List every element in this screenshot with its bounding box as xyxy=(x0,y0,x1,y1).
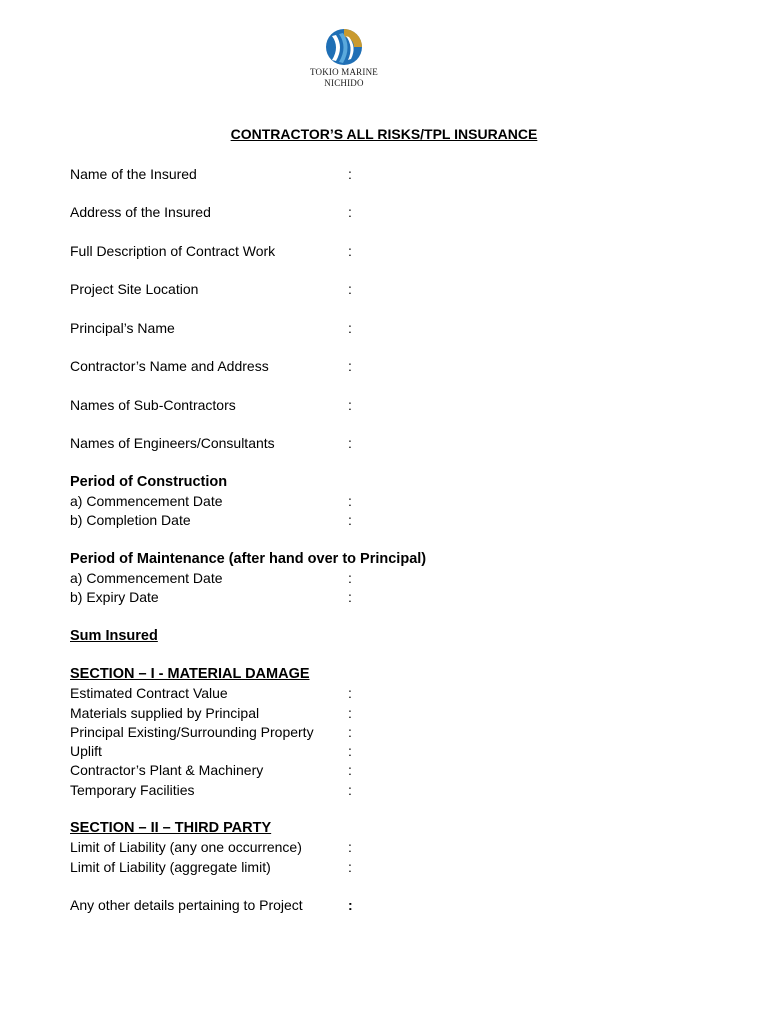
section-2-item xyxy=(70,838,670,857)
field-colon: : xyxy=(348,762,352,778)
field-colon: : xyxy=(348,166,352,182)
maintenance-commencement-date xyxy=(70,569,670,588)
construction-period-heading: Period of Construction xyxy=(70,474,228,490)
construction-commencement-date xyxy=(70,492,670,511)
maintenance-period-heading: Period of Maintenance (after hand over to Principal) xyxy=(70,551,427,567)
maintenance-expiry-date xyxy=(70,588,670,607)
field-colon: : xyxy=(348,512,352,528)
section-1-item xyxy=(70,781,670,800)
field-label: Limit of Liability (any one occurrence) xyxy=(70,839,302,855)
section-1-heading: SECTION – I - MATERIAL DAMAGE xyxy=(70,666,310,682)
field-principal-name xyxy=(70,319,670,338)
field-colon: : xyxy=(348,705,352,721)
field-label: b) Completion Date xyxy=(70,512,191,528)
sum-insured-heading: Sum Insured xyxy=(70,628,158,644)
field-label: Names of Sub-Contractors xyxy=(70,397,236,413)
field-label: b) Expiry Date xyxy=(70,589,159,605)
field-label: a) Commencement Date xyxy=(70,493,223,509)
field-colon: : xyxy=(348,839,352,855)
logo-text-line1: TOKIO MARINE xyxy=(310,67,378,77)
section-1-item xyxy=(70,684,670,703)
section-2-item xyxy=(70,858,670,877)
company-logo xyxy=(306,28,382,90)
document-title: CONTRACTOR’S ALL RISKS/TPL INSURANCE xyxy=(230,126,538,142)
section-1-item xyxy=(70,742,670,761)
field-other-project-details xyxy=(70,896,670,915)
field-engineers-consultants xyxy=(70,434,670,453)
field-contractor-name-address xyxy=(70,357,670,376)
field-address-of-insured xyxy=(70,203,670,222)
field-colon: : xyxy=(348,685,352,701)
field-colon: : xyxy=(348,859,352,875)
field-colon: : xyxy=(348,281,352,297)
field-label: Address of the Insured xyxy=(70,204,211,220)
field-label: Temporary Facilities xyxy=(70,782,195,798)
field-colon: : xyxy=(348,493,352,509)
field-label: Principal’s Name xyxy=(70,320,175,336)
field-label: Name of the Insured xyxy=(70,166,197,182)
field-label: Project Site Location xyxy=(70,281,199,297)
field-colon: : xyxy=(348,358,352,374)
field-project-site-location xyxy=(70,280,670,299)
section-1-item xyxy=(70,723,670,742)
field-label: Contractor’s Plant & Machinery xyxy=(70,762,264,778)
field-label: Full Description of Contract Work xyxy=(70,243,276,259)
field-colon: : xyxy=(348,782,352,798)
field-colon: : xyxy=(348,397,352,413)
logo-emblem-icon xyxy=(324,28,364,66)
field-colon: : xyxy=(348,897,353,913)
field-colon: : xyxy=(348,724,352,740)
field-label: Materials supplied by Principal xyxy=(70,705,260,721)
construction-completion-date xyxy=(70,511,670,530)
field-label: Any other details pertaining to Project xyxy=(70,897,303,913)
logo-text-line2: NICHIDO xyxy=(324,78,364,88)
section-2-heading: SECTION – II – THIRD PARTY xyxy=(70,820,272,836)
field-colon: : xyxy=(348,743,352,759)
section-1-item xyxy=(70,761,670,780)
field-colon: : xyxy=(348,589,352,605)
field-sub-contractors xyxy=(70,396,670,415)
field-colon: : xyxy=(348,435,352,451)
section-1-item xyxy=(70,704,670,723)
field-name-of-insured xyxy=(70,165,670,184)
field-label: a) Commencement Date xyxy=(70,570,223,586)
field-contract-work-description xyxy=(70,242,670,261)
field-label: Contractor’s Name and Address xyxy=(70,358,269,374)
field-label: Limit of Liability (aggregate limit) xyxy=(70,859,271,875)
field-label: Estimated Contract Value xyxy=(70,685,228,701)
field-label: Principal Existing/Surrounding Property xyxy=(70,724,314,740)
field-label: Names of Engineers/Consultants xyxy=(70,435,275,451)
field-colon: : xyxy=(348,204,352,220)
field-colon: : xyxy=(348,570,352,586)
field-label: Uplift xyxy=(70,743,102,759)
field-colon: : xyxy=(348,243,352,259)
field-colon: : xyxy=(348,320,352,336)
